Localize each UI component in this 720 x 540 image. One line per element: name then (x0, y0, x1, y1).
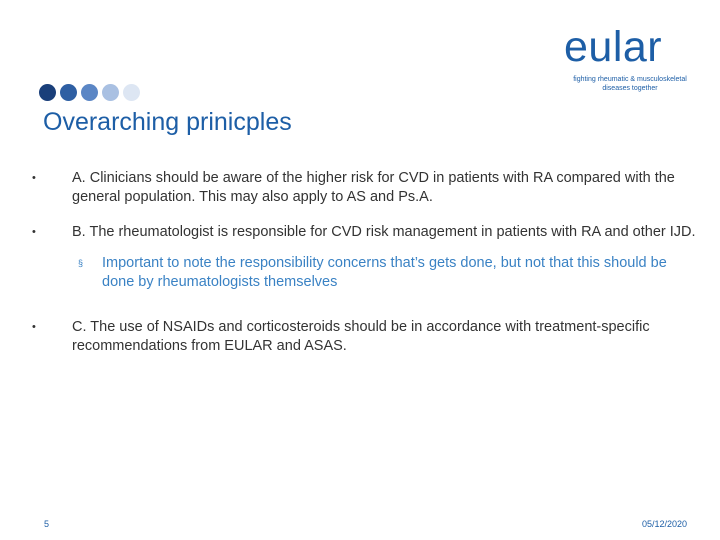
bullet-marker: • (32, 226, 36, 238)
sub-bullet-item (30, 254, 700, 292)
decorative-dots (39, 84, 140, 101)
logo-wordmark: eular (564, 23, 663, 71)
bullet-list (30, 169, 700, 356)
dot-5 (123, 84, 140, 101)
bullet-text: C. The use of NSAIDs and corticosteroids should be in accordance with treatment-specific recommendations from EULAR and ASAS. (72, 319, 650, 354)
slide-date: 05/12/2020 (641, 519, 687, 529)
bullet-text: A. Clinicians should be aware of the higher risk for CVD in patients with RA compared with the general population. This may also apply to AS and Ps.A. (72, 170, 675, 205)
bullet-item-b (30, 223, 700, 242)
dot-2 (60, 84, 77, 101)
page-title: Overarching prinicples (43, 108, 292, 136)
logo-tagline (566, 75, 694, 93)
dot-1 (39, 84, 56, 101)
dot-3 (81, 84, 98, 101)
dot-4 (102, 84, 119, 101)
bullet-marker: • (32, 172, 36, 184)
slide-number: 5 (44, 519, 50, 529)
logo-tagline-line-1: fighting rheumatic & musculoskeletal (573, 76, 687, 83)
bullet-item-c (30, 318, 700, 356)
sub-bullet-text: Important to note the responsibility concerns that’s gets done, but not that this should be done by rheumatologists themselves (102, 255, 667, 290)
bullet-marker: • (32, 321, 36, 333)
bullet-text: B. The rheumatologist is responsible for CVD risk management in patients with RA and other IJD. (72, 224, 696, 240)
eular-logo (562, 22, 697, 102)
bullet-item-a (30, 169, 700, 207)
sub-bullet-marker: § (78, 258, 84, 268)
logo-tagline-line-2: diseases together (602, 85, 658, 92)
